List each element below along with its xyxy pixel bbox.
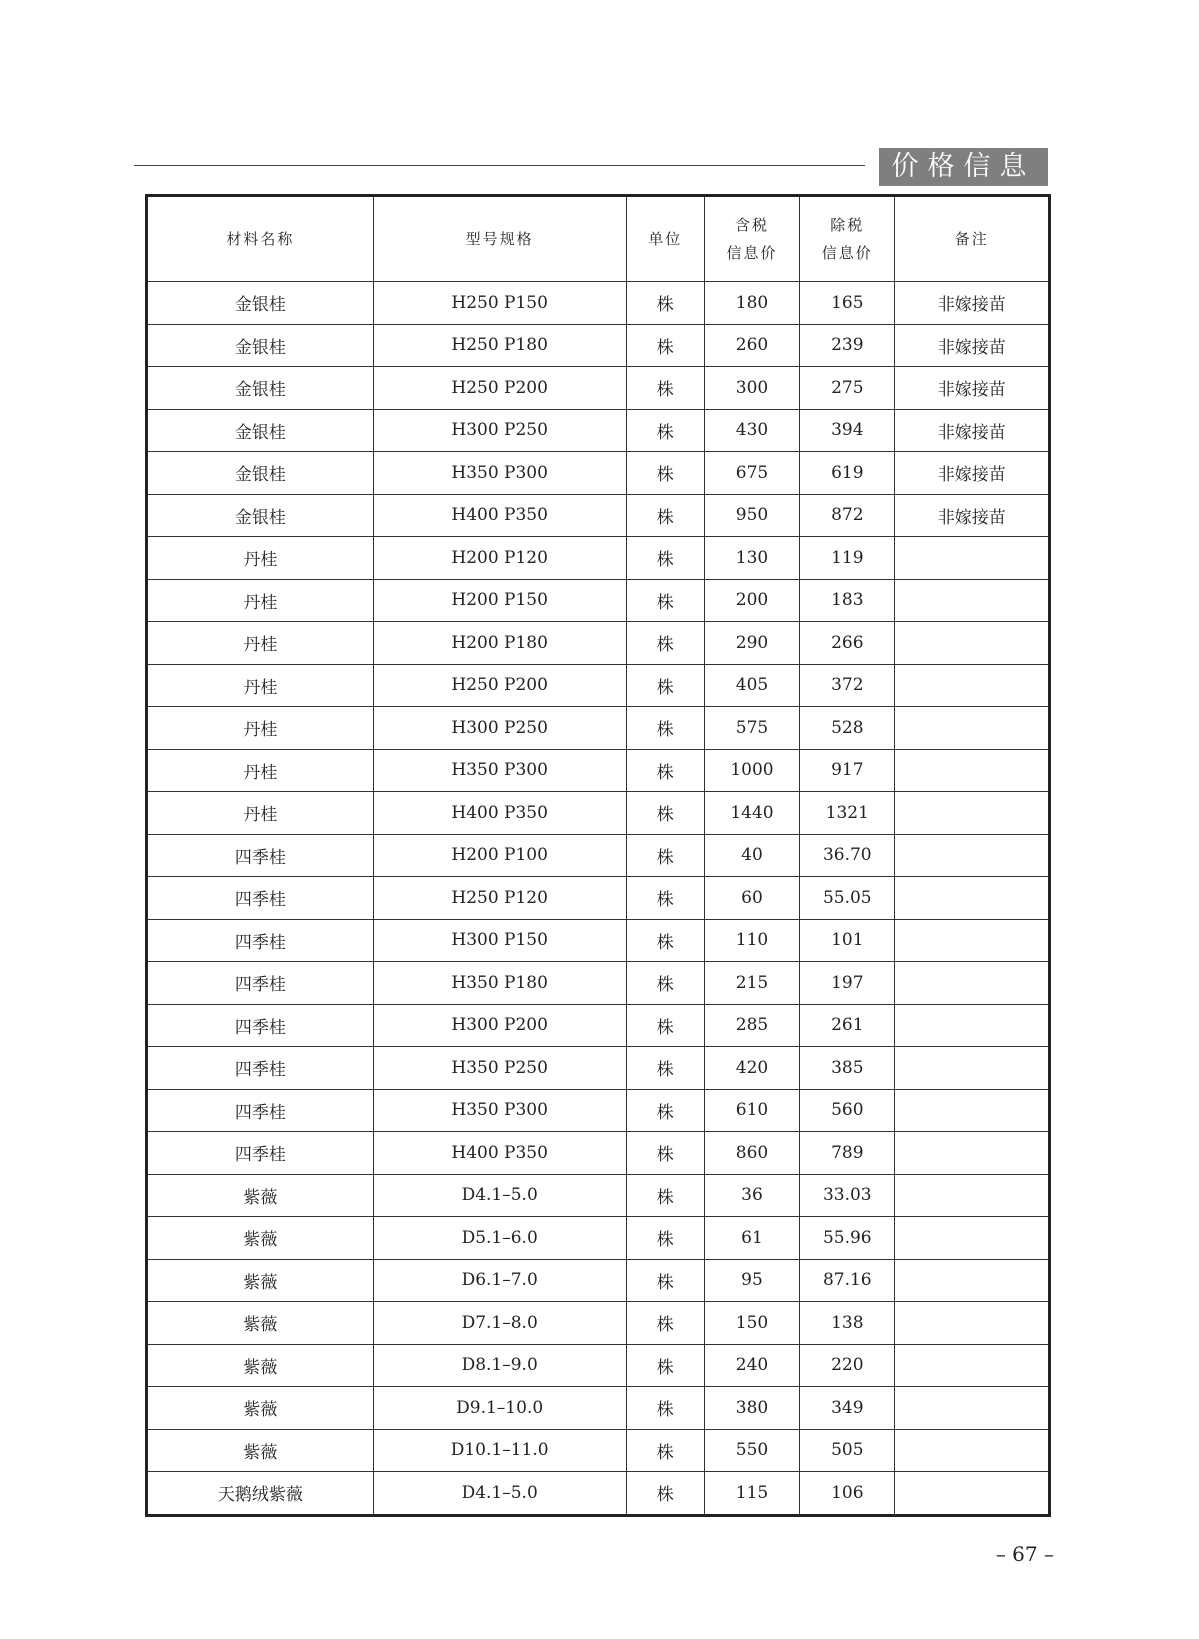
cell-unit: 株	[626, 919, 704, 962]
table-row	[147, 707, 1050, 750]
cell-note: 非嫁接苗	[895, 409, 1050, 452]
cell-tax-included: 575	[704, 707, 799, 750]
cell-spec: H200 P100	[373, 834, 626, 877]
header-tax-included-line2: 信息价	[726, 244, 778, 262]
cell-unit: 株	[626, 1429, 704, 1472]
cell-tax-included: 61	[704, 1217, 799, 1260]
cell-note	[895, 792, 1050, 835]
cell-tax-excluded: 36.70	[800, 834, 895, 877]
cell-note	[895, 962, 1050, 1005]
cell-name: 紫薇	[147, 1259, 374, 1302]
cell-spec: D10.1–11.0	[373, 1429, 626, 1472]
cell-tax-excluded: 220	[800, 1344, 895, 1387]
cell-spec: H250 P200	[373, 367, 626, 410]
table-row	[147, 834, 1050, 877]
cell-tax-included: 950	[704, 494, 799, 537]
cell-note	[895, 664, 1050, 707]
table-row	[147, 537, 1050, 580]
cell-unit: 株	[626, 834, 704, 877]
cell-note	[895, 1047, 1050, 1090]
cell-tax-excluded: 138	[800, 1302, 895, 1345]
table-row	[147, 1217, 1050, 1260]
table-row	[147, 579, 1050, 622]
cell-tax-included: 550	[704, 1429, 799, 1472]
cell-note	[895, 1217, 1050, 1260]
table-row	[147, 1004, 1050, 1047]
cell-note	[895, 622, 1050, 665]
cell-tax-excluded: 917	[800, 749, 895, 792]
cell-tax-included: 110	[704, 919, 799, 962]
cell-name: 紫薇	[147, 1429, 374, 1472]
cell-name: 四季桂	[147, 1047, 374, 1090]
cell-unit: 株	[626, 792, 704, 835]
cell-note	[895, 1004, 1050, 1047]
cell-tax-included: 1440	[704, 792, 799, 835]
cell-unit: 株	[626, 1047, 704, 1090]
cell-tax-included: 260	[704, 324, 799, 367]
cell-unit: 株	[626, 1174, 704, 1217]
cell-tax-excluded: 106	[800, 1472, 895, 1516]
table-row	[147, 1302, 1050, 1345]
cell-unit: 株	[626, 877, 704, 920]
table-row	[147, 877, 1050, 920]
cell-spec: H250 P120	[373, 877, 626, 920]
table-row	[147, 1047, 1050, 1090]
table-row	[147, 749, 1050, 792]
cell-tax-included: 420	[704, 1047, 799, 1090]
cell-note	[895, 1344, 1050, 1387]
cell-spec: D6.1–7.0	[373, 1259, 626, 1302]
cell-name: 四季桂	[147, 877, 374, 920]
cell-spec: H300 P150	[373, 919, 626, 962]
cell-name: 金银桂	[147, 324, 374, 367]
cell-tax-excluded: 394	[800, 409, 895, 452]
cell-name: 紫薇	[147, 1174, 374, 1217]
cell-tax-excluded: 266	[800, 622, 895, 665]
cell-tax-included: 60	[704, 877, 799, 920]
cell-name: 紫薇	[147, 1344, 374, 1387]
cell-unit: 株	[626, 1004, 704, 1047]
cell-spec: H350 P180	[373, 962, 626, 1005]
cell-note: 非嫁接苗	[895, 494, 1050, 537]
cell-tax-included: 860	[704, 1132, 799, 1175]
cell-tax-excluded: 1321	[800, 792, 895, 835]
cell-spec: H400 P350	[373, 792, 626, 835]
cell-spec: H250 P200	[373, 664, 626, 707]
table-row	[147, 1344, 1050, 1387]
table-row	[147, 494, 1050, 537]
cell-name: 丹桂	[147, 622, 374, 665]
table-row	[147, 962, 1050, 1005]
cell-note	[895, 1387, 1050, 1430]
cell-unit: 株	[626, 1217, 704, 1260]
header-tax-included-price	[704, 196, 799, 282]
cell-tax-excluded: 872	[800, 494, 895, 537]
cell-tax-excluded: 197	[800, 962, 895, 1005]
cell-tax-excluded: 55.96	[800, 1217, 895, 1260]
cell-unit: 株	[626, 962, 704, 1005]
cell-tax-excluded: 385	[800, 1047, 895, 1090]
cell-name: 四季桂	[147, 919, 374, 962]
cell-name: 四季桂	[147, 1004, 374, 1047]
cell-note	[895, 1302, 1050, 1345]
cell-spec: D4.1–5.0	[373, 1472, 626, 1516]
cell-tax-included: 430	[704, 409, 799, 452]
header-rule	[134, 165, 865, 166]
cell-note	[895, 1472, 1050, 1516]
cell-tax-excluded: 619	[800, 452, 895, 495]
table-row	[147, 367, 1050, 410]
cell-name: 天鹅绒紫薇	[147, 1472, 374, 1516]
cell-unit: 株	[626, 1344, 704, 1387]
cell-tax-included: 610	[704, 1089, 799, 1132]
cell-tax-included: 150	[704, 1302, 799, 1345]
cell-note	[895, 537, 1050, 580]
cell-note: 非嫁接苗	[895, 324, 1050, 367]
cell-name: 金银桂	[147, 452, 374, 495]
cell-tax-included: 95	[704, 1259, 799, 1302]
cell-tax-excluded: 372	[800, 664, 895, 707]
cell-name: 紫薇	[147, 1387, 374, 1430]
cell-spec: H250 P180	[373, 324, 626, 367]
cell-tax-excluded: 560	[800, 1089, 895, 1132]
header-spec: 型号规格	[373, 196, 626, 282]
table-row	[147, 1472, 1050, 1516]
cell-note	[895, 707, 1050, 750]
cell-tax-included: 240	[704, 1344, 799, 1387]
cell-spec: H350 P300	[373, 452, 626, 495]
cell-note	[895, 1259, 1050, 1302]
cell-note	[895, 1174, 1050, 1217]
cell-spec: H350 P300	[373, 1089, 626, 1132]
cell-tax-included: 215	[704, 962, 799, 1005]
table-row	[147, 409, 1050, 452]
cell-note	[895, 919, 1050, 962]
cell-note: 非嫁接苗	[895, 282, 1050, 325]
cell-name: 丹桂	[147, 537, 374, 580]
table-row	[147, 324, 1050, 367]
cell-unit: 株	[626, 324, 704, 367]
cell-note	[895, 579, 1050, 622]
header-name: 材料名称	[147, 196, 374, 282]
cell-spec: H350 P300	[373, 749, 626, 792]
cell-note: 非嫁接苗	[895, 367, 1050, 410]
table-row	[147, 1429, 1050, 1472]
cell-name: 四季桂	[147, 962, 374, 1005]
cell-spec: H350 P250	[373, 1047, 626, 1090]
cell-tax-excluded: 119	[800, 537, 895, 580]
cell-name: 金银桂	[147, 409, 374, 452]
cell-tax-included: 1000	[704, 749, 799, 792]
cell-name: 丹桂	[147, 707, 374, 750]
table-row	[147, 664, 1050, 707]
cell-tax-excluded: 101	[800, 919, 895, 962]
price-table	[145, 194, 1051, 1517]
cell-tax-excluded: 528	[800, 707, 895, 750]
cell-tax-excluded: 349	[800, 1387, 895, 1430]
table-row	[147, 622, 1050, 665]
cell-spec: H200 P180	[373, 622, 626, 665]
cell-unit: 株	[626, 1089, 704, 1132]
table-body	[147, 282, 1050, 1516]
cell-note	[895, 1429, 1050, 1472]
cell-note	[895, 1089, 1050, 1132]
cell-tax-excluded: 87.16	[800, 1259, 895, 1302]
cell-unit: 株	[626, 1132, 704, 1175]
cell-name: 丹桂	[147, 749, 374, 792]
cell-spec: H400 P350	[373, 1132, 626, 1175]
cell-name: 四季桂	[147, 1132, 374, 1175]
cell-spec: H200 P120	[373, 537, 626, 580]
header-tax-excluded-line2: 信息价	[821, 244, 873, 262]
cell-tax-included: 130	[704, 537, 799, 580]
cell-unit: 株	[626, 367, 704, 410]
table-row	[147, 1387, 1050, 1430]
cell-tax-excluded: 789	[800, 1132, 895, 1175]
cell-spec: D9.1–10.0	[373, 1387, 626, 1430]
cell-unit: 株	[626, 537, 704, 580]
cell-unit: 株	[626, 664, 704, 707]
cell-tax-included: 285	[704, 1004, 799, 1047]
cell-tax-included: 115	[704, 1472, 799, 1516]
cell-unit: 株	[626, 1302, 704, 1345]
table-row	[147, 1089, 1050, 1132]
cell-note	[895, 834, 1050, 877]
cell-spec: H200 P150	[373, 579, 626, 622]
cell-tax-included: 200	[704, 579, 799, 622]
cell-tax-included: 36	[704, 1174, 799, 1217]
cell-spec: H300 P250	[373, 707, 626, 750]
table-header-row	[147, 196, 1050, 282]
page-number: – 67 –	[995, 1542, 1054, 1566]
cell-tax-included: 180	[704, 282, 799, 325]
cell-spec: D8.1–9.0	[373, 1344, 626, 1387]
table-row	[147, 919, 1050, 962]
cell-name: 紫薇	[147, 1217, 374, 1260]
cell-spec: D4.1–5.0	[373, 1174, 626, 1217]
cell-note	[895, 877, 1050, 920]
header-tax-included-line1: 含税	[734, 216, 769, 234]
cell-unit: 株	[626, 1387, 704, 1430]
cell-tax-excluded: 505	[800, 1429, 895, 1472]
header-tax-excluded-price	[800, 196, 895, 282]
cell-spec: H250 P150	[373, 282, 626, 325]
cell-name: 紫薇	[147, 1302, 374, 1345]
cell-name: 丹桂	[147, 579, 374, 622]
cell-unit: 株	[626, 707, 704, 750]
cell-spec: D5.1–6.0	[373, 1217, 626, 1260]
cell-spec: H300 P200	[373, 1004, 626, 1047]
cell-unit: 株	[626, 409, 704, 452]
cell-spec: D7.1–8.0	[373, 1302, 626, 1345]
cell-tax-excluded: 55.05	[800, 877, 895, 920]
cell-name: 丹桂	[147, 664, 374, 707]
cell-tax-included: 290	[704, 622, 799, 665]
table-row	[147, 1132, 1050, 1175]
table-row	[147, 1174, 1050, 1217]
cell-tax-excluded: 239	[800, 324, 895, 367]
cell-tax-excluded: 261	[800, 1004, 895, 1047]
cell-unit: 株	[626, 1472, 704, 1516]
cell-name: 四季桂	[147, 1089, 374, 1132]
cell-tax-included: 40	[704, 834, 799, 877]
header-note: 备注	[895, 196, 1050, 282]
cell-tax-included: 675	[704, 452, 799, 495]
cell-name: 丹桂	[147, 792, 374, 835]
cell-name: 四季桂	[147, 834, 374, 877]
cell-name: 金银桂	[147, 282, 374, 325]
cell-name: 金银桂	[147, 367, 374, 410]
table-row	[147, 1259, 1050, 1302]
cell-tax-included: 380	[704, 1387, 799, 1430]
table-row	[147, 792, 1050, 835]
cell-note	[895, 749, 1050, 792]
header-unit: 单位	[626, 196, 704, 282]
cell-name: 金银桂	[147, 494, 374, 537]
cell-unit: 株	[626, 622, 704, 665]
cell-note	[895, 1132, 1050, 1175]
cell-tax-excluded: 33.03	[800, 1174, 895, 1217]
cell-spec: H400 P350	[373, 494, 626, 537]
cell-tax-excluded: 183	[800, 579, 895, 622]
cell-tax-included: 300	[704, 367, 799, 410]
cell-tax-excluded: 275	[800, 367, 895, 410]
cell-note: 非嫁接苗	[895, 452, 1050, 495]
cell-unit: 株	[626, 282, 704, 325]
cell-tax-excluded: 165	[800, 282, 895, 325]
cell-unit: 株	[626, 452, 704, 495]
header-tax-excluded-line1: 除税	[830, 216, 865, 234]
table-row	[147, 282, 1050, 325]
section-title: 价格信息	[879, 148, 1048, 186]
cell-unit: 株	[626, 494, 704, 537]
cell-unit: 株	[626, 579, 704, 622]
cell-tax-included: 405	[704, 664, 799, 707]
cell-unit: 株	[626, 749, 704, 792]
table-row	[147, 452, 1050, 495]
cell-unit: 株	[626, 1259, 704, 1302]
cell-spec: H300 P250	[373, 409, 626, 452]
